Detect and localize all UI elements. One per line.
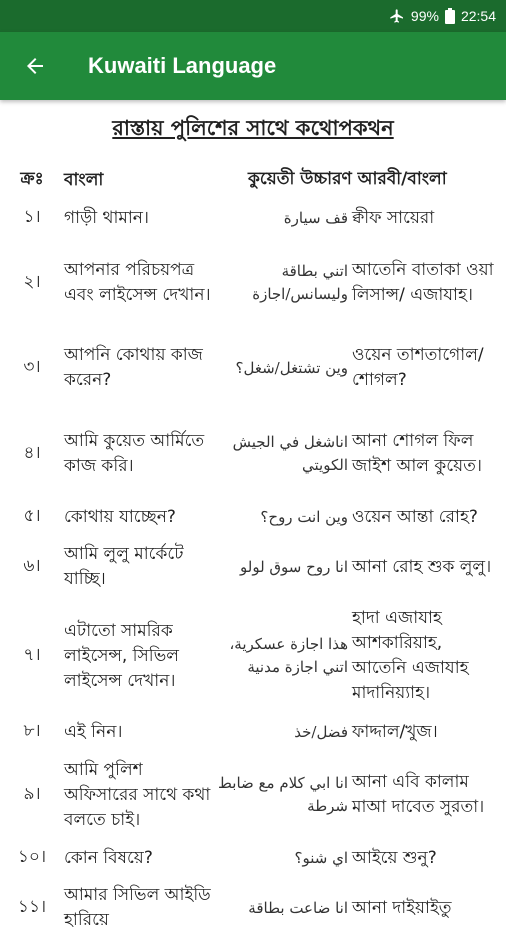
- row-bangla: আমি লুলু মার্কেটে যাচ্ছি।: [64, 544, 184, 589]
- row-bangla: আমি কুয়েত আর্মিতে কাজ করি।: [64, 431, 205, 476]
- row-num: ২।: [23, 272, 41, 292]
- row-num: ৬।: [23, 556, 41, 576]
- airplane-icon: [389, 8, 405, 24]
- row-arabic: اي شنو؟: [294, 848, 348, 867]
- phrase-table: [0, 164, 506, 940]
- row-num: ৯।: [23, 784, 41, 804]
- header-pron: কুয়েতী উচ্চারণ আরবী/বাংলা: [248, 169, 447, 189]
- row-arabic: اناشغل في الجيش الكويتي: [232, 433, 348, 474]
- row-bangla: এই নিন।: [64, 721, 123, 742]
- row-pron: ওয়েন আন্তা রোহ?: [352, 506, 478, 527]
- table-row: [0, 876, 506, 940]
- back-button[interactable]: [0, 32, 70, 100]
- row-arabic: اتني بطاقة وليسانس/اجازة: [252, 262, 348, 303]
- row-arabic: وين تشتغل/شغل؟: [235, 358, 348, 377]
- table-row: [0, 750, 506, 840]
- row-pron: ক্বীফ সায়েরা: [352, 207, 435, 228]
- row-pron: ফাদ্দাল/খুজ।: [352, 721, 438, 742]
- row-arabic: هذا اجازة عسكرية، اتني اجازة مدنية: [229, 635, 348, 676]
- row-arabic: انا ضاعت بطاقة: [248, 898, 348, 917]
- content-area[interactable]: [0, 100, 506, 930]
- battery-percent: 99%: [410, 8, 439, 24]
- table-row: [0, 326, 506, 410]
- table-row: [0, 598, 506, 714]
- row-pron: হাদা এজাযাহ আশকারিয়াহ, আতেনি এজাযাহ মাদানিয়্যাহ।: [352, 608, 469, 703]
- row-pron: আনা দাইয়াইতু: [352, 897, 452, 918]
- status-time: 22:54: [460, 8, 496, 24]
- row-bangla: কোথায় যাচ্ছেন?: [64, 506, 176, 527]
- row-num: ৭।: [23, 645, 41, 665]
- battery-icon: [445, 8, 455, 24]
- row-num: ১।: [23, 207, 41, 227]
- table-row: [0, 840, 506, 876]
- row-num: ৫।: [23, 506, 41, 526]
- row-arabic: وين انت روح؟: [260, 507, 348, 526]
- row-pron: আনা এবি কালাম মাআ দাবেত সুরতা।: [352, 772, 485, 817]
- header-bangla: বাংলা: [64, 169, 104, 190]
- row-bangla: কোন বিষয়ে?: [64, 847, 153, 868]
- table-row: [0, 240, 506, 326]
- status-bar: [0, 0, 506, 32]
- table-header-row: [0, 164, 506, 196]
- row-bangla: আপনার পরিচয়পত্র এবং লাইসেন্স দেখান।: [64, 260, 211, 305]
- row-pron: আতেনি বাতাকা ওয়া লিসান্স/ এজাযাহ।: [352, 260, 494, 305]
- row-pron: ওয়েন তাশতাগোল/ শোগল?: [352, 345, 484, 390]
- table-row: [0, 714, 506, 750]
- header-num: ক্রঃ: [20, 169, 44, 189]
- table-row: [0, 536, 506, 598]
- app-title: Kuwaiti Language: [88, 53, 277, 78]
- page-heading: রাস্তায় পুলিশের সাথে কথোপকথন: [112, 116, 394, 140]
- row-num: ১০।: [17, 847, 47, 867]
- table-row: [0, 498, 506, 536]
- row-pron: আনা রোহ শুক লুলু।: [352, 556, 492, 577]
- row-bangla: গাড়ী থামান।: [64, 207, 150, 228]
- row-pron: আইয়ে শুনু?: [352, 847, 437, 868]
- row-num: ১১।: [17, 897, 47, 917]
- row-bangla: আমি পুলিশ অফিসারের সাথে কথা বলতে চাই।: [64, 759, 211, 830]
- table-row: [0, 196, 506, 240]
- row-bangla: এটাতো সামরিক লাইসেন্স, সিভিল লাইসেন্স দেখান।: [64, 620, 179, 691]
- row-num: ৪।: [23, 443, 41, 463]
- app-toolbar: [0, 32, 506, 100]
- table-row: [0, 410, 506, 498]
- row-pron: আনা শোগল ফিল জাইশ আল কুয়েত।: [352, 431, 482, 476]
- row-bangla: আমার সিভিল আইডি হারিয়ে: [64, 885, 211, 930]
- row-arabic: انا روح سوق لولو: [240, 557, 348, 576]
- row-num: ৩।: [23, 357, 41, 377]
- row-arabic: قف سيارة: [283, 208, 348, 227]
- row-arabic: فضل/خذ: [294, 722, 348, 741]
- arrow-back-icon: [23, 54, 47, 78]
- row-arabic: انا ابي كلام مع ضابط شرطة: [218, 774, 348, 815]
- row-bangla: আপনি কোথায় কাজ করেন?: [64, 345, 203, 390]
- row-num: ৮।: [23, 721, 41, 741]
